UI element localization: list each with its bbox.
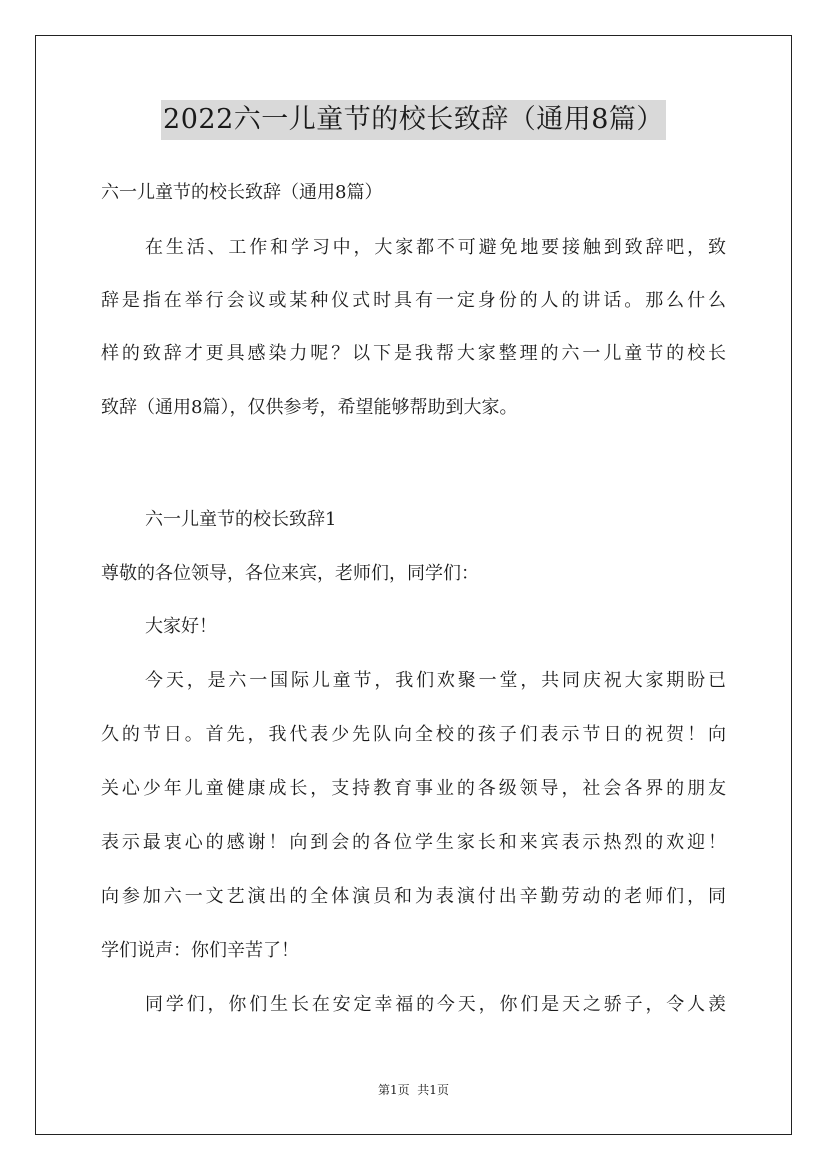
intro-line-4: 致辞（通用8篇），仅供参考，希望能够帮助到大家。 [101, 397, 518, 418]
section-heading: 六一儿童节的校长致辞1 [145, 509, 337, 530]
intro-line-2: 辞是指在举行会议或某种仪式时具有一定身份的人的讲话。那么什么 [101, 290, 726, 311]
body-line-6: 学们说声：你们辛苦了！ [101, 940, 299, 961]
document-title: 2022六一儿童节的校长致辞（通用8篇） [161, 100, 666, 140]
intro-line-3: 样的致辞才更具感染力呢？以下是我帮大家整理的六一儿童节的校长 [101, 343, 726, 364]
salutation: 尊敬的各位领导，各位来宾，老师们，同学们： [101, 563, 479, 584]
body-line-1: 今天，是六一国际儿童节，我们欢聚一堂，共同庆祝大家期盼已 [145, 670, 726, 691]
body-line-3: 关心少年儿童健康成长，支持教育事业的各级领导，社会各界的朋友 [101, 778, 726, 799]
title-container [0, 100, 827, 140]
page-footer: 第1页 共1页 [378, 1083, 449, 1097]
body-line-4: 表示最衷心的感谢！向到会的各位学生家长和来宾表示热烈的欢迎！ [101, 832, 726, 853]
body-line-2: 久的节日。首先，我代表少先队向全校的孩子们表示节日的祝贺！向 [101, 724, 726, 745]
greeting: 大家好！ [145, 616, 217, 637]
subtitle: 六一儿童节的校长致辞（通用8篇） [101, 182, 383, 203]
body-line-5: 向参加六一文艺演出的全体演员和为表演付出辛勤劳动的老师们，同 [101, 886, 726, 907]
body-line-7: 同学们，你们生长在安定幸福的今天，你们是天之骄子，令人羡 [145, 994, 726, 1015]
intro-line-1: 在生活、工作和学习中，大家都不可避免地要接触到致辞吧，致 [145, 237, 726, 258]
